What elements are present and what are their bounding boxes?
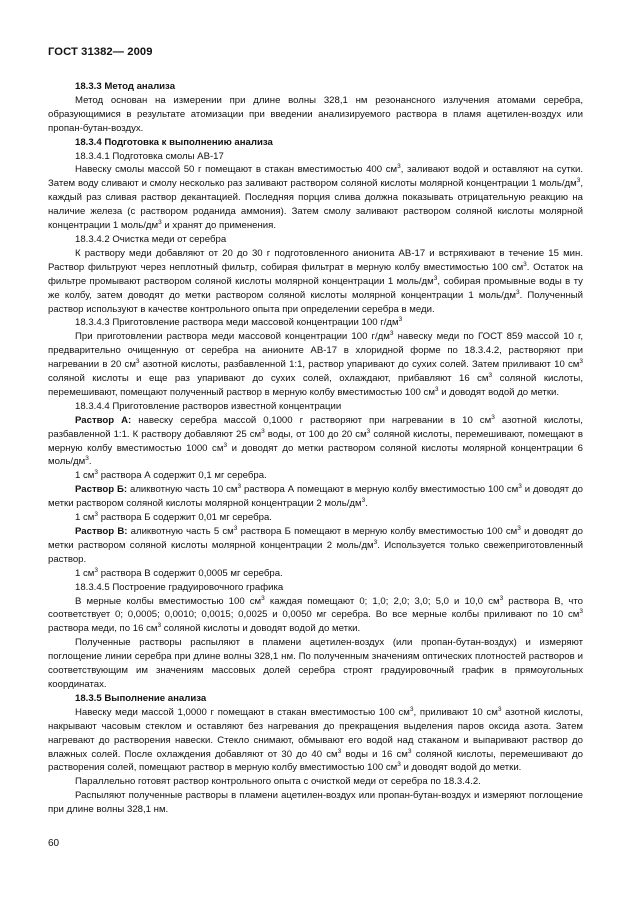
text-run: 1 см — [75, 470, 95, 482]
superscript: 3 — [407, 747, 412, 755]
superscript: 3 — [94, 566, 99, 574]
text-run: раствора А содержит 0,1 мг серебра. — [98, 470, 267, 482]
superscript: 3 — [491, 413, 495, 421]
text-run: Параллельно готовят раствор контрольного опыта с очисткой меди от серебра по 18.3.4.2. — [75, 776, 481, 788]
paragraph — [48, 469, 583, 483]
text-run: 1 см — [75, 512, 95, 524]
superscript: 3 — [397, 761, 401, 769]
paragraph — [48, 330, 583, 400]
superscript: 3 — [398, 316, 403, 324]
superscript: 3 — [366, 427, 371, 435]
paragraph — [48, 692, 583, 706]
superscript: 3 — [157, 622, 162, 630]
superscript: 3 — [434, 385, 439, 393]
page-number: 60 — [48, 838, 60, 849]
paragraph — [48, 789, 583, 817]
superscript: 3 — [515, 288, 520, 296]
paragraph — [48, 595, 583, 637]
text-run: соляной кислоты, перемешивают, помещают полученный раствор в мерную колбу вместимостью 100 см — [48, 373, 583, 398]
superscript: 3 — [261, 594, 265, 602]
superscript: 3 — [85, 455, 89, 463]
text-run: азотной кислоты, накрывают часовым стеклом и оставляют без нагревания до прекращения выделения паров оксида азота. Затем нагревают до растворения навески. Стекло снимают, обмывают его водой над стаканом и выпаривают раствор до влажных солей. После охлаждения добавляют от 30 до 40 см — [48, 706, 583, 760]
text-run: соляной кислоты, перемешивают, помещают в мерную колбу вместимостью 1000 см — [48, 428, 583, 454]
text-run: навеску серебра массой 0,1000 г растворяют при нагревании в 10 см — [131, 414, 492, 426]
superscript: 3 — [337, 747, 342, 755]
paragraph — [48, 400, 583, 414]
bold-text: Раствор Б: — [75, 484, 128, 496]
bold-text: Раствор А: — [75, 414, 132, 426]
text-run: Распыляют полученные растворы в пламени ацетилен-воздух или пропан-бутан-воздух и измеряют поглощение при длине волны 328,1 нм. — [48, 790, 583, 816]
superscript: 3 — [373, 538, 378, 546]
superscript: 3 — [497, 705, 502, 713]
text-run: 1 см — [75, 567, 95, 579]
text-run: . Используется только свежеприготовленный раствор. — [48, 539, 583, 565]
text-run: , заливают водой и оставляют на сутки. Затем воду сливают и смолу несколько раз заливают раствором соляной кислоты молярной концентрации 1 моль/дм — [48, 164, 584, 190]
text-run: 18.3.4.5 Построение градуировочного графика — [75, 581, 284, 593]
text-run: и доводят водой до метки. — [438, 386, 560, 398]
superscript: 3 — [488, 371, 493, 379]
superscript: 3 — [237, 483, 242, 491]
text-run: . — [88, 456, 92, 468]
text-run: и хранят до применения. — [161, 220, 277, 232]
text-run: раствора В содержит 0,0005 мг серебра. — [98, 567, 283, 579]
bold-text: 18.3.5 Выполнение анализа — [75, 692, 207, 704]
document-body — [48, 80, 583, 817]
text-run: . Полученный раствор используют в качестве контрольного опыта при определении серебра в меди. — [48, 289, 583, 315]
text-run: азотной кислоты, разбавленной 1:1. К раствору добавляют 25 см — [48, 414, 583, 440]
text-run: Полученные растворы распыляют в пламени ацетилен-воздух (или пропан-бутан-воздух) и измеряют поглощение линии серебра при длине волны 328,1 нм. По полученным значениям оптических плотностей растворов и соответствующим им значениям массовых долей серебра строят градуировочный график в прямоугольных координатах. — [48, 637, 583, 690]
paragraph — [48, 233, 583, 247]
superscript: 3 — [433, 274, 438, 282]
text-run: . Остаток на фильтре промывают раствором соляной кислоты молярной концентрации 1 моль/дм — [48, 261, 583, 287]
text-run: воды, от 100 до 20 см — [264, 428, 367, 440]
paragraph — [48, 163, 583, 233]
superscript: 3 — [261, 427, 265, 435]
text-run: 18.3.4.4 Приготовление растворов известной концентрации — [75, 400, 342, 412]
superscript: 3 — [397, 163, 401, 171]
text-run: и доводят до метки раствором соляной кислоты молярной концентрации 2 моль/дм — [48, 484, 584, 510]
superscript: 3 — [94, 469, 99, 477]
text-run: Метод основан на измерении при длине волны 328,1 нм резонансного излучения атомами серебра, образующимися в результате атомизации при введении анализируемого раствора в пламя ацетилен-воздух или пропан-бутан-воздух. — [48, 94, 583, 134]
text-run: В мерные колбы вместимостью 100 см — [75, 595, 262, 607]
paragraph — [48, 581, 583, 595]
paragraph — [48, 636, 583, 692]
text-run: раствора меди, по 16 см — [48, 623, 158, 635]
text-run: 18.3.4.2 Очистка меди от серебра — [75, 233, 227, 245]
text-run: К раствору меди добавляют от 20 до 30 г подготовленного анионита АВ-17 и встряхивают в течение 15 мин. Раствор фильтруют через неплотный фильтр, собирая фильтрат в мерную колбу вместимостью 100 см — [48, 247, 583, 273]
text-run: соляной кислоты и еще раз упаривают до сухих солей, охлаждают, прибавляют 16 см — [48, 373, 489, 385]
paragraph — [48, 316, 583, 330]
paragraph — [48, 94, 583, 136]
standard-header: ГОСТ 31382— 2009 — [48, 46, 153, 58]
text-run: раствора Б помещают в мерную колбу вместимостью 100 см — [237, 526, 518, 537]
text-run: Навеску меди массой 1,0000 г помещают в стакан вместимостью 100 см — [75, 706, 410, 718]
text-run: соляной кислоты и доводят водой до метки. — [161, 623, 361, 635]
bold-text: 18.3.3 Метод анализа — [75, 81, 176, 92]
paragraph — [48, 567, 583, 581]
paragraph — [48, 483, 583, 511]
text-run: навеску меди по ГОСТ 859 массой 10 г, предварительно очищенную от серебра на анионите АВ-17 в хлоридной форме по 18.3.4.2, растворяют при нагревании в 20 см — [48, 331, 583, 371]
text-run: раствора В, что соответствует 0; 0,0005; 0,0010; 0,0015; 0,0025 и 0,0050 мг серебра. Во все мерные колбы приливают по 10 см — [48, 595, 583, 621]
superscript: 3 — [158, 218, 162, 226]
superscript: 3 — [135, 357, 140, 365]
superscript: 3 — [389, 330, 394, 338]
bold-text: Раствор В: — [75, 526, 128, 537]
text-run: , каждый раз сливая раствор декантацией. Последняя порция слива должна показывать отрицательную реакцию на наличие железа (с раствором роданида аммония). Затем смолу заливают раствором соляной кислоты молярной концентрации 1 моль/дм — [48, 178, 583, 232]
text-run: аликвотную часть 5 см — [127, 526, 234, 537]
text-run: соляной кислоты, перемешивают до растворения солей, помещают раствор в мерную колбу вместимостью 100 см — [48, 748, 583, 774]
text-run: , собирая промывные воды в ту же колбу, затем доводят до метки раствором соляной кислоты молярной концентрации 1 моль/дм — [48, 275, 583, 301]
paragraph — [48, 525, 583, 567]
bold-text: 18.3.4 Подготовка к выполнению анализа — [75, 136, 273, 148]
text-run: раствора Б содержит 0,01 мг серебра. — [98, 512, 272, 524]
superscript: 3 — [223, 441, 228, 449]
superscript: 3 — [579, 608, 583, 616]
text-run: При приготовлении раствора меди массовой концентрации 100 г/дм — [75, 331, 390, 343]
paragraph — [48, 247, 583, 317]
text-run: аликвотную часть 10 см — [127, 484, 238, 496]
superscript: 3 — [517, 524, 521, 532]
text-run: и доводят до метки раствором соляной кислоты молярной концентрации 6 моль/дм — [48, 442, 583, 468]
text-run: 18.3.4.1 Подготовка смолы АВ-17 — [75, 150, 224, 162]
superscript: 3 — [576, 177, 581, 185]
text-run: раствора А помещают в мерную колбу вместимостью 100 см — [241, 484, 519, 496]
paragraph — [48, 150, 583, 164]
superscript: 3 — [409, 705, 414, 713]
paragraph — [48, 80, 583, 94]
superscript: 3 — [523, 260, 527, 268]
text-run: . — [365, 498, 368, 510]
text-run: , приливают 10 см — [413, 706, 498, 718]
text-run: и доводят водой до метки. — [400, 762, 522, 774]
superscript: 3 — [499, 594, 504, 602]
superscript: 3 — [94, 510, 99, 518]
text-run: каждая помещают 0; 1,0; 2,0; 3,0; 5,0 и 10,0 см — [264, 595, 500, 607]
paragraph — [48, 511, 583, 525]
superscript: 3 — [361, 497, 366, 504]
paragraph — [48, 414, 583, 470]
text-run: Навеску смолы массой 50 г помещают в стакан вместимостью 400 см — [75, 164, 398, 176]
text-run: и доводят до метки раствором соляной кислоты молярной концентрации 2 моль/дм — [48, 526, 583, 551]
superscript: 3 — [233, 524, 238, 532]
superscript: 3 — [579, 357, 583, 365]
text-run: 18.3.4.3 Приготовление раствора меди массовой концентрации 100 г/дм — [75, 317, 399, 329]
text-run: воды и 16 см — [341, 748, 408, 760]
paragraph — [48, 136, 583, 150]
paragraph — [48, 775, 583, 789]
superscript: 3 — [518, 483, 522, 491]
text-run: азотной кислоты, разбавленной 1:1, раствор упаривают до сухих солей. Затем приливают 10 см — [139, 359, 580, 371]
paragraph — [48, 706, 583, 776]
